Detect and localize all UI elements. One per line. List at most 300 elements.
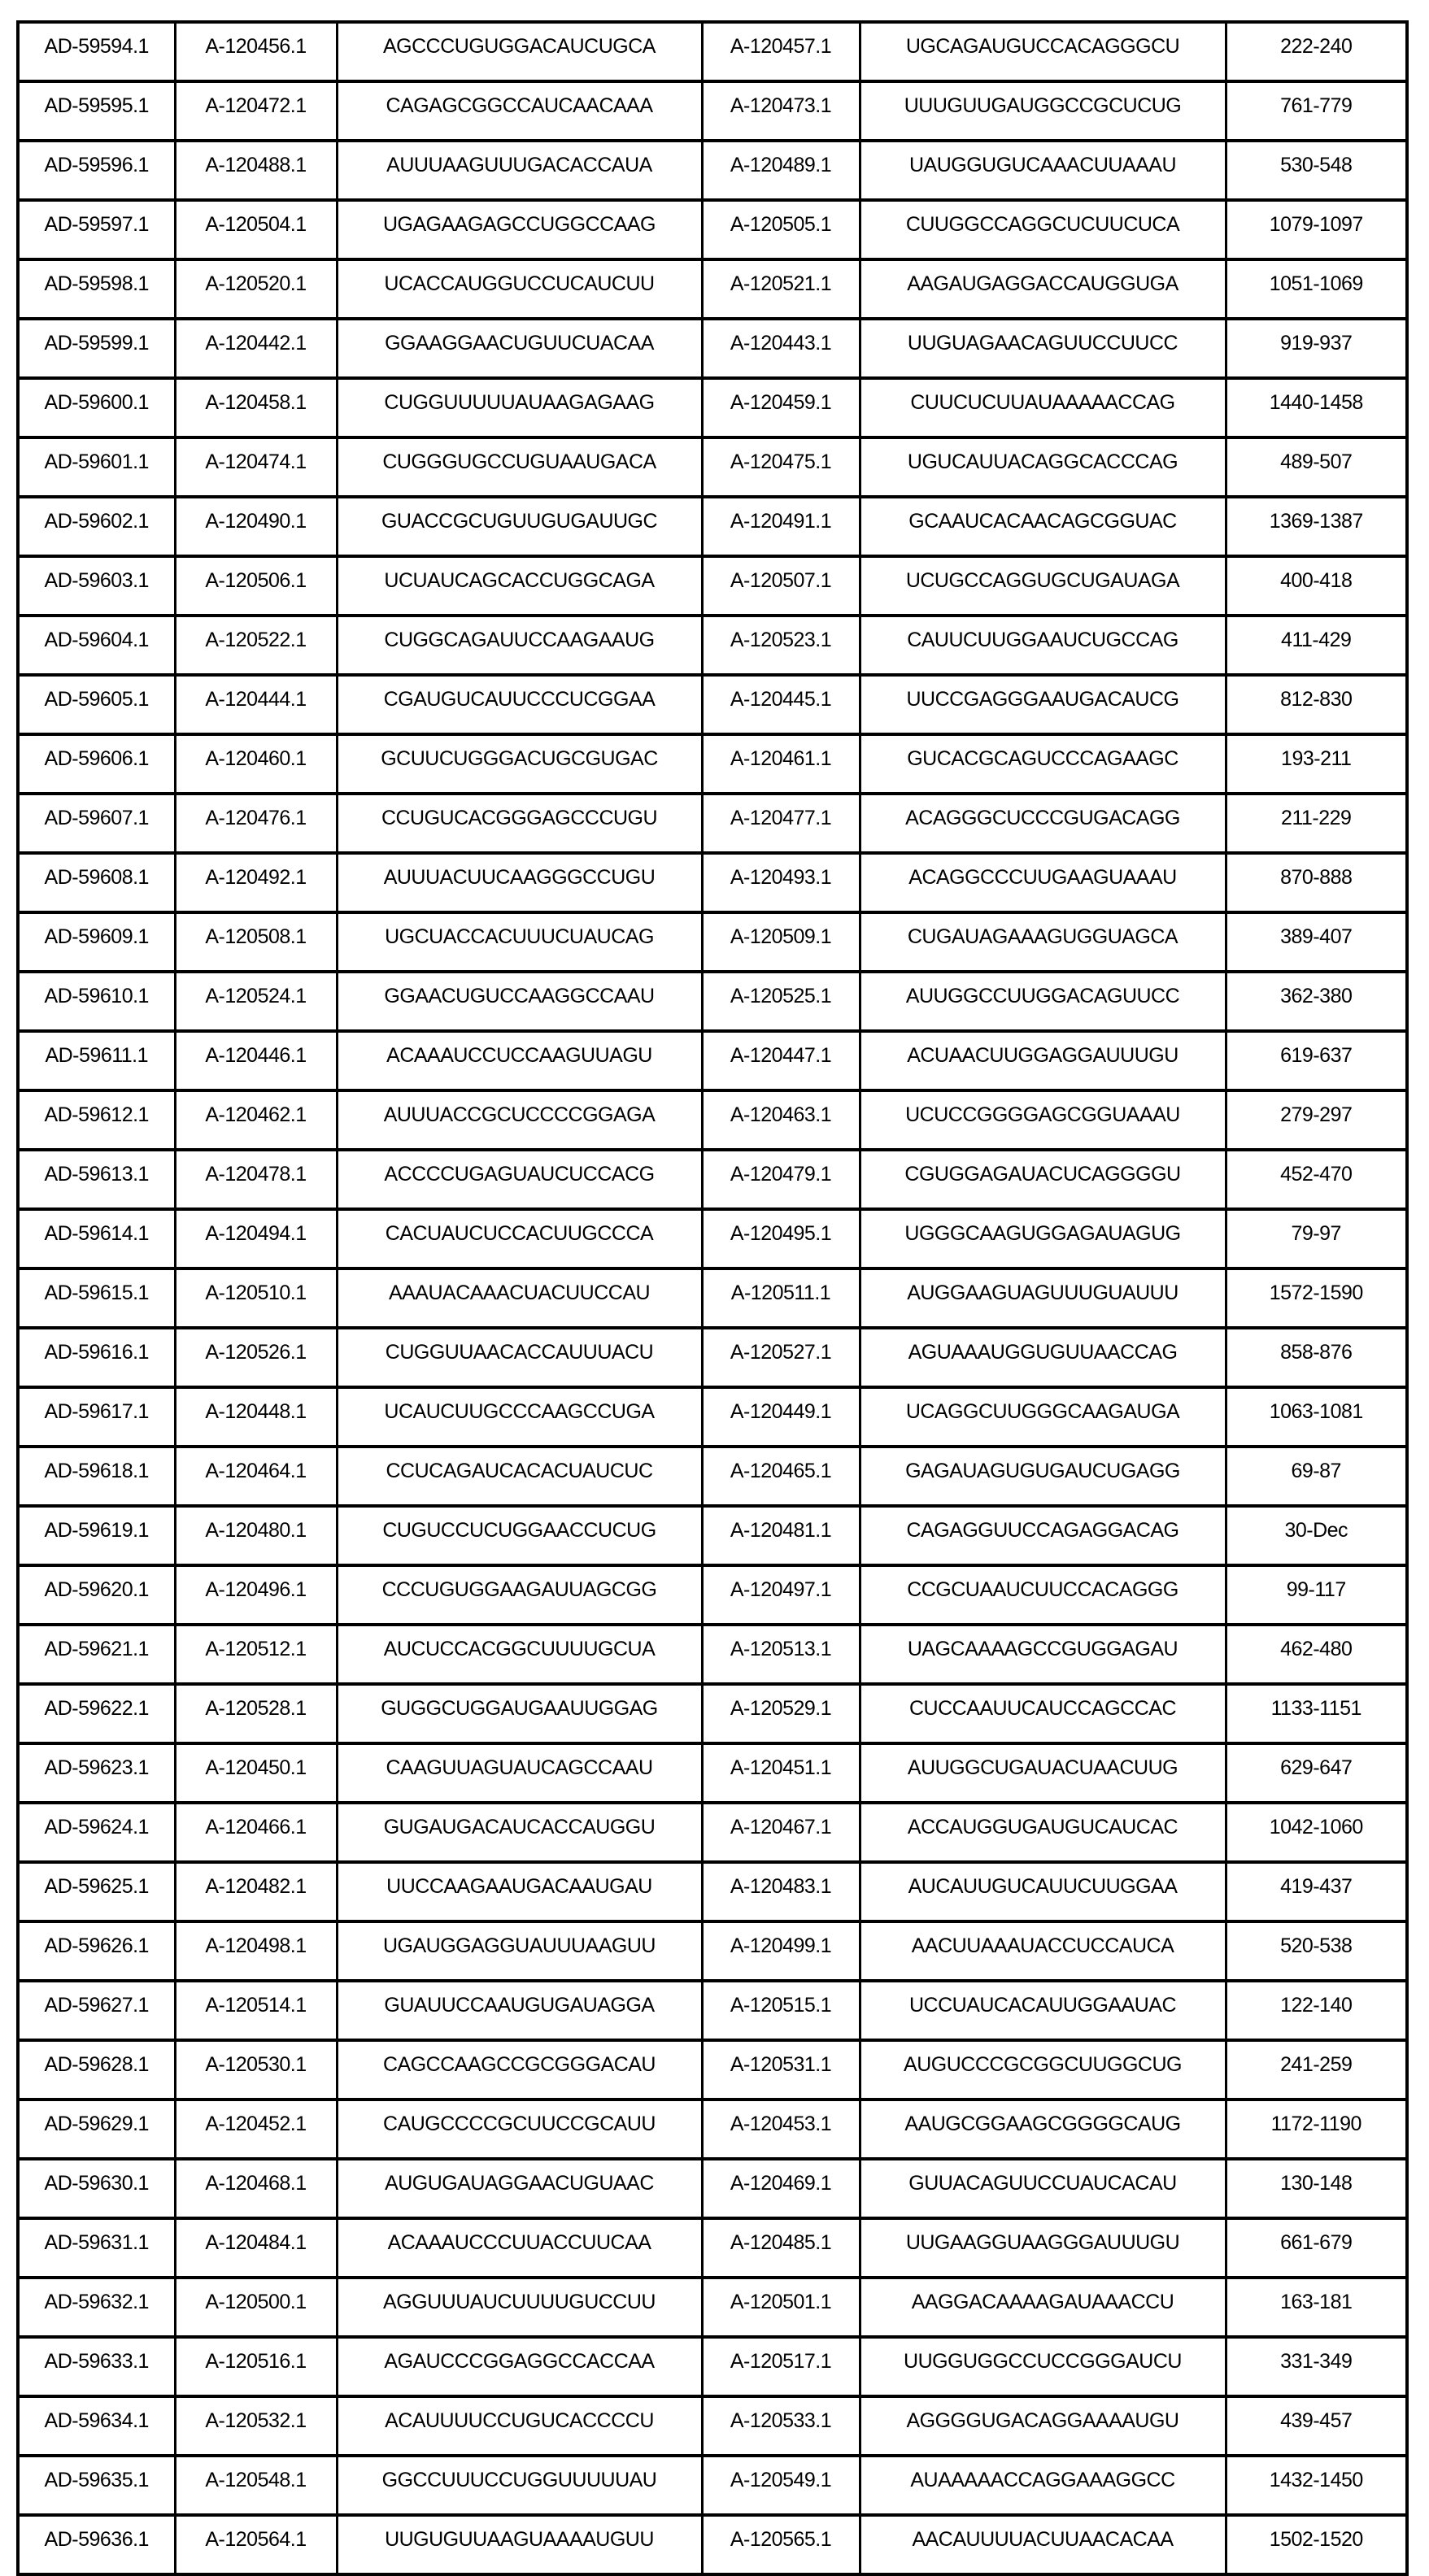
antisense-sequence-cell: UUCCGAGGGAAUGACAUCG bbox=[860, 675, 1226, 734]
sense-sequence-cell: CCCUGUGGAAGAUUAGCGG bbox=[337, 1565, 702, 1625]
sense-oligo-id-cell: A-120508.1 bbox=[175, 912, 337, 972]
position-range-cell: 520-538 bbox=[1226, 1921, 1407, 1981]
sense-sequence-cell: CUGGUUAACACCAUUUACU bbox=[337, 1328, 702, 1387]
antisense-sequence-cell: AUAAAAACCAGGAAAGGCC bbox=[860, 2456, 1226, 2515]
antisense-oligo-id-cell: A-120499.1 bbox=[702, 1921, 860, 1981]
antisense-oligo-id-cell: A-120495.1 bbox=[702, 1209, 860, 1268]
position-range-cell: 761-779 bbox=[1226, 81, 1407, 141]
table-row bbox=[18, 497, 1407, 556]
sense-oligo-id-cell: A-120516.1 bbox=[175, 2337, 337, 2396]
antisense-sequence-cell: UUGGUGGCCUCCGGGAUCU bbox=[860, 2337, 1226, 2396]
antisense-oligo-id-cell: A-120469.1 bbox=[702, 2159, 860, 2218]
duplex-id-cell: AD-59595.1 bbox=[18, 81, 175, 141]
duplex-id-cell: AD-59602.1 bbox=[18, 497, 175, 556]
sense-sequence-cell: GGAAGGAACUGUUCUACAA bbox=[337, 319, 702, 378]
duplex-id-cell: AD-59598.1 bbox=[18, 259, 175, 319]
sense-oligo-id-cell: A-120496.1 bbox=[175, 1565, 337, 1625]
antisense-oligo-id-cell: A-120485.1 bbox=[702, 2218, 860, 2278]
duplex-id-cell: AD-59600.1 bbox=[18, 378, 175, 437]
antisense-oligo-id-cell: A-120531.1 bbox=[702, 2040, 860, 2100]
position-range-cell: 122-140 bbox=[1226, 1981, 1407, 2040]
table-row bbox=[18, 2337, 1407, 2396]
position-range-cell: 241-259 bbox=[1226, 2040, 1407, 2100]
position-range-cell: 400-418 bbox=[1226, 556, 1407, 616]
antisense-oligo-id-cell: A-120451.1 bbox=[702, 1743, 860, 1803]
sense-oligo-id-cell: A-120472.1 bbox=[175, 81, 337, 141]
position-range-cell: 1063-1081 bbox=[1226, 1387, 1407, 1447]
duplex-id-cell: AD-59636.1 bbox=[18, 2515, 175, 2574]
antisense-oligo-id-cell: A-120461.1 bbox=[702, 734, 860, 794]
sense-oligo-id-cell: A-120446.1 bbox=[175, 1031, 337, 1090]
antisense-oligo-id-cell: A-120513.1 bbox=[702, 1625, 860, 1684]
sense-sequence-cell: AUUUACCGCUCCCCGGAGA bbox=[337, 1090, 702, 1150]
antisense-oligo-id-cell: A-120481.1 bbox=[702, 1506, 860, 1565]
sense-oligo-id-cell: A-120530.1 bbox=[175, 2040, 337, 2100]
sense-sequence-cell: GGAACUGUCCAAGGCCAAU bbox=[337, 972, 702, 1031]
table-row bbox=[18, 1328, 1407, 1387]
antisense-oligo-id-cell: A-120479.1 bbox=[702, 1150, 860, 1209]
table-row bbox=[18, 1921, 1407, 1981]
sense-sequence-cell: UUGUGUUAAGUAAAAUGUU bbox=[337, 2515, 702, 2574]
antisense-oligo-id-cell: A-120509.1 bbox=[702, 912, 860, 972]
sense-oligo-id-cell: A-120498.1 bbox=[175, 1921, 337, 1981]
sense-oligo-id-cell: A-120522.1 bbox=[175, 616, 337, 675]
sense-oligo-id-cell: A-120514.1 bbox=[175, 1981, 337, 2040]
antisense-oligo-id-cell: A-120549.1 bbox=[702, 2456, 860, 2515]
table-row bbox=[18, 616, 1407, 675]
antisense-oligo-id-cell: A-120459.1 bbox=[702, 378, 860, 437]
position-range-cell: 452-470 bbox=[1226, 1150, 1407, 1209]
table-row bbox=[18, 1387, 1407, 1447]
duplex-id-cell: AD-59611.1 bbox=[18, 1031, 175, 1090]
antisense-sequence-cell: AACAUUUUACUUAACACAA bbox=[860, 2515, 1226, 2574]
sense-sequence-cell: AGAUCCCGGAGGCCACCAA bbox=[337, 2337, 702, 2396]
duplex-id-cell: AD-59614.1 bbox=[18, 1209, 175, 1268]
antisense-sequence-cell: AUUGGCCUUGGACAGUUCC bbox=[860, 972, 1226, 1031]
position-range-cell: 79-97 bbox=[1226, 1209, 1407, 1268]
duplex-id-cell: AD-59607.1 bbox=[18, 794, 175, 853]
antisense-sequence-cell: AUCAUUGUCAUUCUUGGAA bbox=[860, 1862, 1226, 1921]
antisense-oligo-id-cell: A-120511.1 bbox=[702, 1268, 860, 1328]
sense-sequence-cell: CACUAUCUCCACUUGCCCA bbox=[337, 1209, 702, 1268]
antisense-sequence-cell: AUGUCCCGCGGCUUGGCUG bbox=[860, 2040, 1226, 2100]
sense-oligo-id-cell: A-120510.1 bbox=[175, 1268, 337, 1328]
position-range-cell: 1440-1458 bbox=[1226, 378, 1407, 437]
antisense-oligo-id-cell: A-120447.1 bbox=[702, 1031, 860, 1090]
position-range-cell: 30-Dec bbox=[1226, 1506, 1407, 1565]
table-row bbox=[18, 1090, 1407, 1150]
table-row bbox=[18, 1506, 1407, 1565]
table-row bbox=[18, 1803, 1407, 1862]
sense-sequence-cell: UCAUCUUGCCCAAGCCUGA bbox=[337, 1387, 702, 1447]
sense-oligo-id-cell: A-120456.1 bbox=[175, 22, 337, 81]
table-row bbox=[18, 794, 1407, 853]
table-row bbox=[18, 2100, 1407, 2159]
antisense-sequence-cell: CUCCAAUUCAUCCAGCCAC bbox=[860, 1684, 1226, 1743]
sense-sequence-cell: AUUUACUUCAAGGGCCUGU bbox=[337, 853, 702, 912]
sense-sequence-cell: GUACCGCUGUUGUGAUUGC bbox=[337, 497, 702, 556]
sense-sequence-cell: CAAGUUAGUAUCAGCCAAU bbox=[337, 1743, 702, 1803]
sense-sequence-cell: UCUAUCAGCACCUGGCAGA bbox=[337, 556, 702, 616]
sense-oligo-id-cell: A-120494.1 bbox=[175, 1209, 337, 1268]
antisense-oligo-id-cell: A-120565.1 bbox=[702, 2515, 860, 2574]
position-range-cell: 1369-1387 bbox=[1226, 497, 1407, 556]
table-row bbox=[18, 259, 1407, 319]
duplex-id-cell: AD-59610.1 bbox=[18, 972, 175, 1031]
position-range-cell: 279-297 bbox=[1226, 1090, 1407, 1150]
sense-sequence-cell: UGAUGGAGGUAUUUAAGUU bbox=[337, 1921, 702, 1981]
duplex-id-cell: AD-59618.1 bbox=[18, 1447, 175, 1506]
duplex-id-cell: AD-59621.1 bbox=[18, 1625, 175, 1684]
position-range-cell: 619-637 bbox=[1226, 1031, 1407, 1090]
antisense-oligo-id-cell: A-120491.1 bbox=[702, 497, 860, 556]
sense-sequence-cell: AUGUGAUAGGAACUGUAAC bbox=[337, 2159, 702, 2218]
antisense-sequence-cell: AACUUAAAUACCUCCAUCA bbox=[860, 1921, 1226, 1981]
position-range-cell: 211-229 bbox=[1226, 794, 1407, 853]
sense-oligo-id-cell: A-120474.1 bbox=[175, 437, 337, 497]
position-range-cell: 99-117 bbox=[1226, 1565, 1407, 1625]
sense-oligo-id-cell: A-120468.1 bbox=[175, 2159, 337, 2218]
position-range-cell: 389-407 bbox=[1226, 912, 1407, 972]
table-row bbox=[18, 81, 1407, 141]
antisense-oligo-id-cell: A-120505.1 bbox=[702, 200, 860, 259]
table-row bbox=[18, 2515, 1407, 2574]
antisense-oligo-id-cell: A-120453.1 bbox=[702, 2100, 860, 2159]
position-range-cell: 462-480 bbox=[1226, 1625, 1407, 1684]
duplex-id-cell: AD-59620.1 bbox=[18, 1565, 175, 1625]
position-range-cell: 130-148 bbox=[1226, 2159, 1407, 2218]
table-row bbox=[18, 319, 1407, 378]
duplex-id-cell: AD-59617.1 bbox=[18, 1387, 175, 1447]
antisense-oligo-id-cell: A-120483.1 bbox=[702, 1862, 860, 1921]
antisense-oligo-id-cell: A-120533.1 bbox=[702, 2396, 860, 2456]
duplex-id-cell: AD-59631.1 bbox=[18, 2218, 175, 2278]
antisense-sequence-cell: CUUCUCUUAUAAAAACCAG bbox=[860, 378, 1226, 437]
duplex-id-cell: AD-59599.1 bbox=[18, 319, 175, 378]
position-range-cell: 530-548 bbox=[1226, 141, 1407, 200]
sense-sequence-cell: CUGGGUGCCUGUAAUGACA bbox=[337, 437, 702, 497]
position-range-cell: 331-349 bbox=[1226, 2337, 1407, 2396]
position-range-cell: 858-876 bbox=[1226, 1328, 1407, 1387]
table-row bbox=[18, 1862, 1407, 1921]
sense-oligo-id-cell: A-120492.1 bbox=[175, 853, 337, 912]
sense-sequence-cell: AUUUAAGUUUGACACCAUA bbox=[337, 141, 702, 200]
sense-oligo-id-cell: A-120484.1 bbox=[175, 2218, 337, 2278]
duplex-id-cell: AD-59605.1 bbox=[18, 675, 175, 734]
antisense-sequence-cell: ACUAACUUGGAGGAUUUGU bbox=[860, 1031, 1226, 1090]
duplex-id-cell: AD-59623.1 bbox=[18, 1743, 175, 1803]
table-row bbox=[18, 1565, 1407, 1625]
table-row bbox=[18, 556, 1407, 616]
antisense-sequence-cell: UCAGGCUUGGGCAAGAUGA bbox=[860, 1387, 1226, 1447]
table-row bbox=[18, 853, 1407, 912]
antisense-sequence-cell: UAGCAAAAGCCGUGGAGAU bbox=[860, 1625, 1226, 1684]
antisense-sequence-cell: ACAGGGCUCCCGUGACAGG bbox=[860, 794, 1226, 853]
antisense-sequence-cell: UCUCCGGGGAGCGGUAAAU bbox=[860, 1090, 1226, 1150]
position-range-cell: 1133-1151 bbox=[1226, 1684, 1407, 1743]
table-row bbox=[18, 2456, 1407, 2515]
sense-sequence-cell: GUGAUGACAUCACCAUGGU bbox=[337, 1803, 702, 1862]
sense-oligo-id-cell: A-120478.1 bbox=[175, 1150, 337, 1209]
antisense-sequence-cell: UGUCAUUACAGGCACCCAG bbox=[860, 437, 1226, 497]
duplex-id-cell: AD-59606.1 bbox=[18, 734, 175, 794]
table-row bbox=[18, 1150, 1407, 1209]
sequence-table bbox=[16, 20, 1409, 2576]
sense-oligo-id-cell: A-120532.1 bbox=[175, 2396, 337, 2456]
table-row bbox=[18, 2040, 1407, 2100]
position-range-cell: 1051-1069 bbox=[1226, 259, 1407, 319]
table-row bbox=[18, 1684, 1407, 1743]
antisense-sequence-cell: CAUUCUUGGAAUCUGCCAG bbox=[860, 616, 1226, 675]
sense-sequence-cell: CAUGCCCCGCUUCCGCAUU bbox=[337, 2100, 702, 2159]
position-range-cell: 870-888 bbox=[1226, 853, 1407, 912]
position-range-cell: 222-240 bbox=[1226, 22, 1407, 81]
sense-oligo-id-cell: A-120464.1 bbox=[175, 1447, 337, 1506]
antisense-sequence-cell: CAGAGGUUCCAGAGGACAG bbox=[860, 1506, 1226, 1565]
duplex-id-cell: AD-59619.1 bbox=[18, 1506, 175, 1565]
sense-oligo-id-cell: A-120480.1 bbox=[175, 1506, 337, 1565]
antisense-sequence-cell: AAGAUGAGGACCAUGGUGA bbox=[860, 259, 1226, 319]
position-range-cell: 1572-1590 bbox=[1226, 1268, 1407, 1328]
position-range-cell: 1172-1190 bbox=[1226, 2100, 1407, 2159]
antisense-oligo-id-cell: A-120457.1 bbox=[702, 22, 860, 81]
position-range-cell: 362-380 bbox=[1226, 972, 1407, 1031]
sense-sequence-cell: AAAUACAAACUACUUCCAU bbox=[337, 1268, 702, 1328]
duplex-id-cell: AD-59630.1 bbox=[18, 2159, 175, 2218]
sense-oligo-id-cell: A-120548.1 bbox=[175, 2456, 337, 2515]
duplex-id-cell: AD-59601.1 bbox=[18, 437, 175, 497]
antisense-sequence-cell: UCUGCCAGGUGCUGAUAGA bbox=[860, 556, 1226, 616]
sense-sequence-cell: CUGGCAGAUUCCAAGAAUG bbox=[337, 616, 702, 675]
antisense-oligo-id-cell: A-120489.1 bbox=[702, 141, 860, 200]
sense-oligo-id-cell: A-120460.1 bbox=[175, 734, 337, 794]
sense-sequence-cell: GCUUCUGGGACUGCGUGAC bbox=[337, 734, 702, 794]
sense-oligo-id-cell: A-120458.1 bbox=[175, 378, 337, 437]
sense-oligo-id-cell: A-120466.1 bbox=[175, 1803, 337, 1862]
antisense-oligo-id-cell: A-120493.1 bbox=[702, 853, 860, 912]
sense-oligo-id-cell: A-120526.1 bbox=[175, 1328, 337, 1387]
sense-sequence-cell: ACAAAUCCCUUACCUUCAA bbox=[337, 2218, 702, 2278]
table-row bbox=[18, 1625, 1407, 1684]
antisense-sequence-cell: AAGGACAAAAGAUAAACCU bbox=[860, 2278, 1226, 2337]
sense-oligo-id-cell: A-120444.1 bbox=[175, 675, 337, 734]
antisense-sequence-cell: AGGGGUGACAGGAAAAUGU bbox=[860, 2396, 1226, 2456]
duplex-id-cell: AD-59634.1 bbox=[18, 2396, 175, 2456]
sense-oligo-id-cell: A-120504.1 bbox=[175, 200, 337, 259]
antisense-sequence-cell: UCCUAUCACAUUGGAAUAC bbox=[860, 1981, 1226, 2040]
antisense-sequence-cell: AUGGAAGUAGUUUGUAUUU bbox=[860, 1268, 1226, 1328]
antisense-sequence-cell: UGCAGAUGUCCACAGGGCU bbox=[860, 22, 1226, 81]
position-range-cell: 1502-1520 bbox=[1226, 2515, 1407, 2574]
table-row bbox=[18, 1031, 1407, 1090]
position-range-cell: 489-507 bbox=[1226, 437, 1407, 497]
antisense-oligo-id-cell: A-120525.1 bbox=[702, 972, 860, 1031]
antisense-oligo-id-cell: A-120527.1 bbox=[702, 1328, 860, 1387]
antisense-sequence-cell: ACCAUGGUGAUGUCAUCAC bbox=[860, 1803, 1226, 1862]
duplex-id-cell: AD-59625.1 bbox=[18, 1862, 175, 1921]
sequence-table-body bbox=[18, 22, 1407, 2574]
duplex-id-cell: AD-59596.1 bbox=[18, 141, 175, 200]
table-row bbox=[18, 1447, 1407, 1506]
position-range-cell: 69-87 bbox=[1226, 1447, 1407, 1506]
duplex-id-cell: AD-59597.1 bbox=[18, 200, 175, 259]
sense-oligo-id-cell: A-120476.1 bbox=[175, 794, 337, 853]
duplex-id-cell: AD-59627.1 bbox=[18, 1981, 175, 2040]
position-range-cell: 919-937 bbox=[1226, 319, 1407, 378]
antisense-oligo-id-cell: A-120467.1 bbox=[702, 1803, 860, 1862]
antisense-oligo-id-cell: A-120465.1 bbox=[702, 1447, 860, 1506]
duplex-id-cell: AD-59613.1 bbox=[18, 1150, 175, 1209]
antisense-oligo-id-cell: A-120521.1 bbox=[702, 259, 860, 319]
sequence-table-container bbox=[16, 20, 1409, 2576]
table-row bbox=[18, 200, 1407, 259]
antisense-oligo-id-cell: A-120507.1 bbox=[702, 556, 860, 616]
sense-oligo-id-cell: A-120520.1 bbox=[175, 259, 337, 319]
position-range-cell: 629-647 bbox=[1226, 1743, 1407, 1803]
sense-sequence-cell: ACAAAUCCUCCAAGUUAGU bbox=[337, 1031, 702, 1090]
antisense-oligo-id-cell: A-120501.1 bbox=[702, 2278, 860, 2337]
antisense-sequence-cell: UAUGGUGUCAAACUUAAAU bbox=[860, 141, 1226, 200]
antisense-oligo-id-cell: A-120473.1 bbox=[702, 81, 860, 141]
sense-oligo-id-cell: A-120488.1 bbox=[175, 141, 337, 200]
sense-oligo-id-cell: A-120442.1 bbox=[175, 319, 337, 378]
position-range-cell: 193-211 bbox=[1226, 734, 1407, 794]
position-range-cell: 163-181 bbox=[1226, 2278, 1407, 2337]
sense-oligo-id-cell: A-120500.1 bbox=[175, 2278, 337, 2337]
position-range-cell: 661-679 bbox=[1226, 2218, 1407, 2278]
duplex-id-cell: AD-59624.1 bbox=[18, 1803, 175, 1862]
table-row bbox=[18, 1981, 1407, 2040]
antisense-sequence-cell: AUUGGCUGAUACUAACUUG bbox=[860, 1743, 1226, 1803]
table-row bbox=[18, 378, 1407, 437]
table-row bbox=[18, 2278, 1407, 2337]
sense-sequence-cell: ACAUUUUCCUGUCACCCCU bbox=[337, 2396, 702, 2456]
antisense-oligo-id-cell: A-120515.1 bbox=[702, 1981, 860, 2040]
antisense-sequence-cell: UUGAAGGUAAGGGAUUUGU bbox=[860, 2218, 1226, 2278]
position-range-cell: 1432-1450 bbox=[1226, 2456, 1407, 2515]
duplex-id-cell: AD-59604.1 bbox=[18, 616, 175, 675]
duplex-id-cell: AD-59594.1 bbox=[18, 22, 175, 81]
antisense-sequence-cell: CUGAUAGAAAGUGGUAGCA bbox=[860, 912, 1226, 972]
sense-sequence-cell: AGCCCUGUGGACAUCUGCA bbox=[337, 22, 702, 81]
sense-sequence-cell: AUCUCCACGGCUUUUGCUA bbox=[337, 1625, 702, 1684]
sense-sequence-cell: CGAUGUCAUUCCCUCGGAA bbox=[337, 675, 702, 734]
table-row bbox=[18, 2159, 1407, 2218]
antisense-oligo-id-cell: A-120529.1 bbox=[702, 1684, 860, 1743]
duplex-id-cell: AD-59628.1 bbox=[18, 2040, 175, 2100]
table-row bbox=[18, 912, 1407, 972]
duplex-id-cell: AD-59603.1 bbox=[18, 556, 175, 616]
table-row bbox=[18, 734, 1407, 794]
sense-oligo-id-cell: A-120528.1 bbox=[175, 1684, 337, 1743]
table-row bbox=[18, 437, 1407, 497]
antisense-oligo-id-cell: A-120475.1 bbox=[702, 437, 860, 497]
position-range-cell: 1042-1060 bbox=[1226, 1803, 1407, 1862]
duplex-id-cell: AD-59632.1 bbox=[18, 2278, 175, 2337]
table-row bbox=[18, 2218, 1407, 2278]
table-row bbox=[18, 1743, 1407, 1803]
sense-sequence-cell: GUAUUCCAAUGUGAUAGGA bbox=[337, 1981, 702, 2040]
sense-oligo-id-cell: A-120482.1 bbox=[175, 1862, 337, 1921]
duplex-id-cell: AD-59629.1 bbox=[18, 2100, 175, 2159]
duplex-id-cell: AD-59622.1 bbox=[18, 1684, 175, 1743]
duplex-id-cell: AD-59612.1 bbox=[18, 1090, 175, 1150]
position-range-cell: 439-457 bbox=[1226, 2396, 1407, 2456]
antisense-sequence-cell: UUUGUUGAUGGCCGCUCUG bbox=[860, 81, 1226, 141]
sense-oligo-id-cell: A-120524.1 bbox=[175, 972, 337, 1031]
antisense-oligo-id-cell: A-120463.1 bbox=[702, 1090, 860, 1150]
sense-sequence-cell: CUGUCCUCUGGAACCUCUG bbox=[337, 1506, 702, 1565]
sense-oligo-id-cell: A-120490.1 bbox=[175, 497, 337, 556]
sense-oligo-id-cell: A-120452.1 bbox=[175, 2100, 337, 2159]
antisense-sequence-cell: CCGCUAAUCUUCCACAGGG bbox=[860, 1565, 1226, 1625]
antisense-sequence-cell: GUUACAGUUCCUAUCACAU bbox=[860, 2159, 1226, 2218]
antisense-sequence-cell: CGUGGAGAUACUCAGGGGU bbox=[860, 1150, 1226, 1209]
duplex-id-cell: AD-59615.1 bbox=[18, 1268, 175, 1328]
antisense-sequence-cell: CUUGGCCAGGCUCUUCUCA bbox=[860, 200, 1226, 259]
sense-sequence-cell: ACCCCUGAGUAUCUCCACG bbox=[337, 1150, 702, 1209]
antisense-oligo-id-cell: A-120523.1 bbox=[702, 616, 860, 675]
sense-sequence-cell: AGGUUUAUCUUUUGUCCUU bbox=[337, 2278, 702, 2337]
position-range-cell: 411-429 bbox=[1226, 616, 1407, 675]
sense-sequence-cell: UGCUACCACUUUCUAUCAG bbox=[337, 912, 702, 972]
sense-sequence-cell: CAGAGCGGCCAUCAACAAA bbox=[337, 81, 702, 141]
antisense-sequence-cell: AAUGCGGAAGCGGGGCAUG bbox=[860, 2100, 1226, 2159]
antisense-sequence-cell: UGGGCAAGUGGAGAUAGUG bbox=[860, 1209, 1226, 1268]
sense-sequence-cell: GGCCUUUCCUGGUUUUUAU bbox=[337, 2456, 702, 2515]
sense-sequence-cell: CCUCAGAUCACACUAUCUC bbox=[337, 1447, 702, 1506]
sense-sequence-cell: CUGGUUUUUAUAAGAGAAG bbox=[337, 378, 702, 437]
duplex-id-cell: AD-59635.1 bbox=[18, 2456, 175, 2515]
duplex-id-cell: AD-59633.1 bbox=[18, 2337, 175, 2396]
sense-oligo-id-cell: A-120564.1 bbox=[175, 2515, 337, 2574]
table-row bbox=[18, 2396, 1407, 2456]
antisense-oligo-id-cell: A-120445.1 bbox=[702, 675, 860, 734]
sense-sequence-cell: CAGCCAAGCCGCGGGACAU bbox=[337, 2040, 702, 2100]
duplex-id-cell: AD-59616.1 bbox=[18, 1328, 175, 1387]
antisense-sequence-cell: GAGAUAGUGUGAUCUGAGG bbox=[860, 1447, 1226, 1506]
sense-oligo-id-cell: A-120450.1 bbox=[175, 1743, 337, 1803]
table-row bbox=[18, 22, 1407, 81]
sense-oligo-id-cell: A-120506.1 bbox=[175, 556, 337, 616]
duplex-id-cell: AD-59609.1 bbox=[18, 912, 175, 972]
sense-sequence-cell: UGAGAAGAGCCUGGCCAAG bbox=[337, 200, 702, 259]
sense-oligo-id-cell: A-120448.1 bbox=[175, 1387, 337, 1447]
duplex-id-cell: AD-59626.1 bbox=[18, 1921, 175, 1981]
antisense-sequence-cell: ACAGGCCCUUGAAGUAAAU bbox=[860, 853, 1226, 912]
sense-sequence-cell: GUGGCUGGAUGAAUUGGAG bbox=[337, 1684, 702, 1743]
antisense-oligo-id-cell: A-120497.1 bbox=[702, 1565, 860, 1625]
antisense-oligo-id-cell: A-120477.1 bbox=[702, 794, 860, 853]
sense-sequence-cell: UCACCAUGGUCCUCAUCUU bbox=[337, 259, 702, 319]
table-row bbox=[18, 1209, 1407, 1268]
sense-oligo-id-cell: A-120512.1 bbox=[175, 1625, 337, 1684]
antisense-sequence-cell: AGUAAAUGGUGUUAACCAG bbox=[860, 1328, 1226, 1387]
table-row bbox=[18, 1268, 1407, 1328]
table-row bbox=[18, 972, 1407, 1031]
antisense-oligo-id-cell: A-120517.1 bbox=[702, 2337, 860, 2396]
sense-sequence-cell: CCUGUCACGGGAGCCCUGU bbox=[337, 794, 702, 853]
duplex-id-cell: AD-59608.1 bbox=[18, 853, 175, 912]
position-range-cell: 812-830 bbox=[1226, 675, 1407, 734]
position-range-cell: 419-437 bbox=[1226, 1862, 1407, 1921]
table-row bbox=[18, 141, 1407, 200]
antisense-oligo-id-cell: A-120449.1 bbox=[702, 1387, 860, 1447]
sense-oligo-id-cell: A-120462.1 bbox=[175, 1090, 337, 1150]
table-row bbox=[18, 675, 1407, 734]
antisense-oligo-id-cell: A-120443.1 bbox=[702, 319, 860, 378]
antisense-sequence-cell: GUCACGCAGUCCCAGAAGC bbox=[860, 734, 1226, 794]
